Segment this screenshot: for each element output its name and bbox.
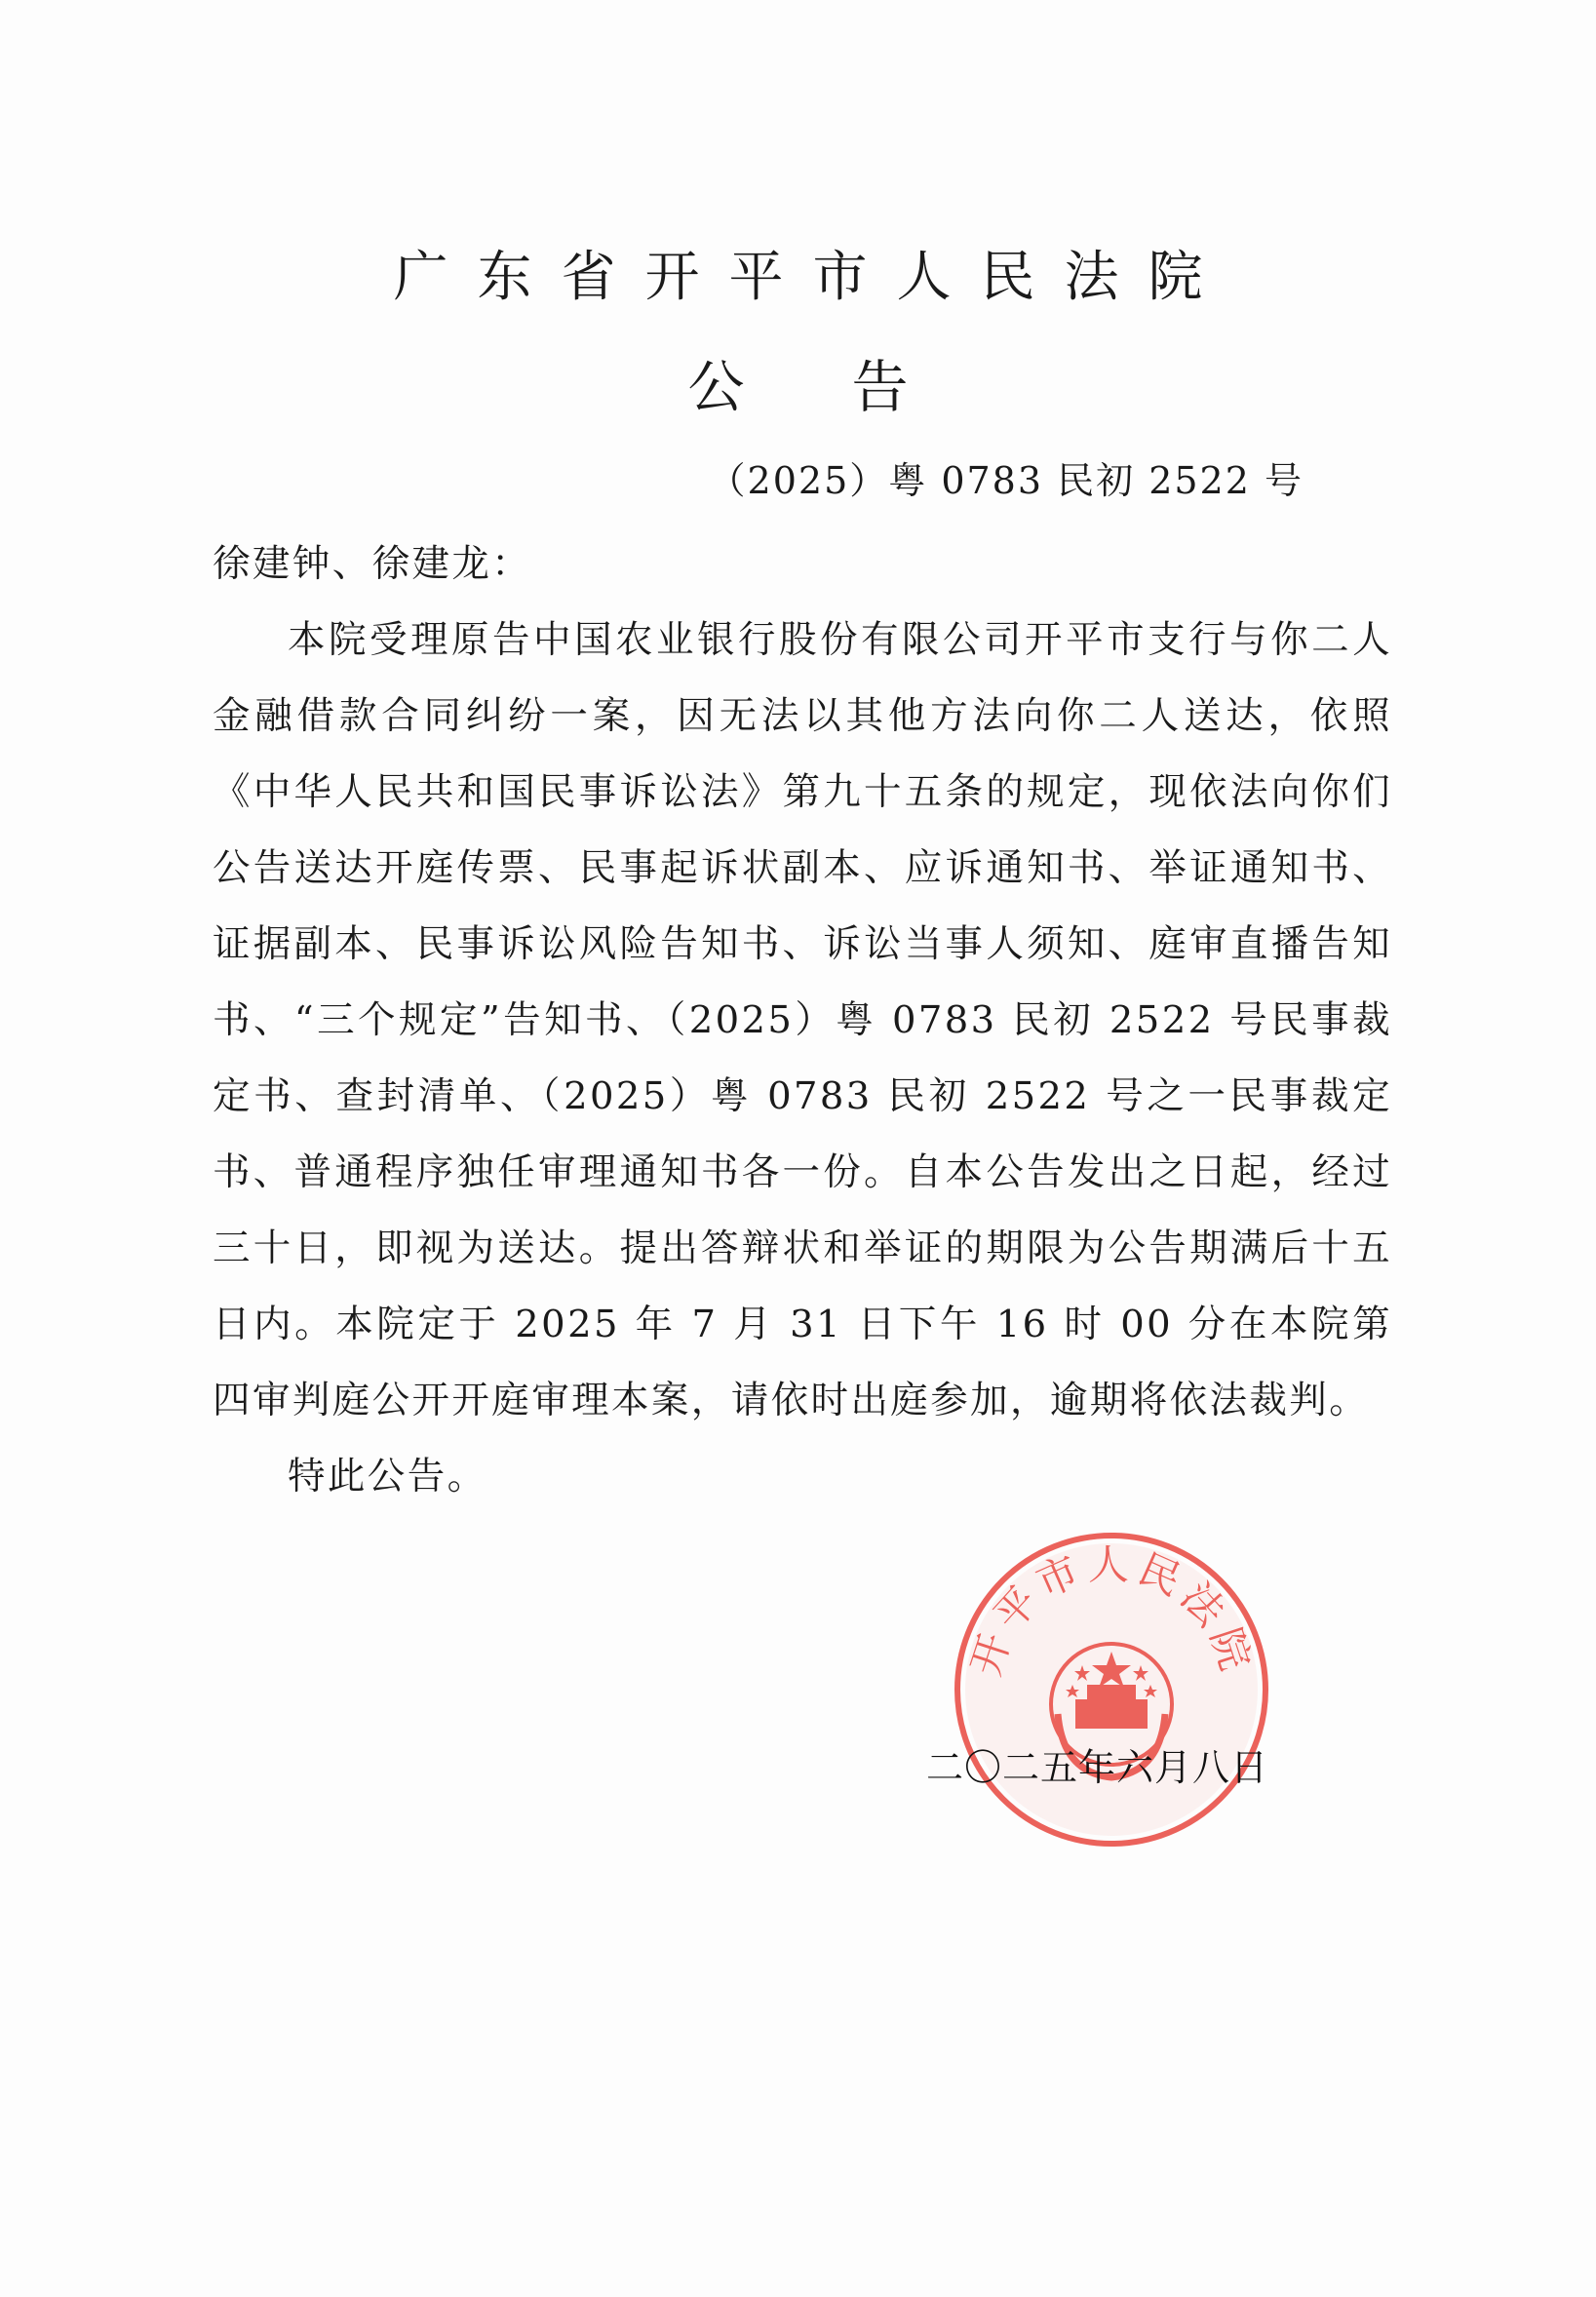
court-seal-icon [951,1529,1272,1850]
case-number: （2025）粤 0783 民初 2522 号 [708,459,1304,502]
closing-line: 特此公告。 [288,1455,487,1499]
svg-text:开平市人民法院: 开平市人民法院 [961,1540,1262,1682]
body-paragraph: 本院受理原告中国农业银行股份有限公司开平市支行与你二人金融借款合同纠纷一案，因无法以其他方法向你二人送达，依照《中华人民共和国民事诉讼法》第九十五条的规定，现依法向你们公告送达开庭传票、民事起诉状副本、应诉通知书、举证通知书、证据副本、民事诉讼风险告知书、诉讼当事人须知、庭审直播告知书、“三个规定”告知书、（2025）粤 0783 民初 2522 号民事裁定书、查封清单、（2025）粤 0783 民初 2522 号之一民事裁定书、普通程序独任审理通知书各一份。自本公告发出之日起，经过三十日，即视为送达。提出答辩状和举证的期限为公告期满后十五日内。本院定于 2025 年 7 月 31 日下午 16 时 00 分在本院第四审判庭公开开庭审理本案，请依时出庭参加，逾期将依法裁判。 [213,618,1392,1422]
notice-body [213,526,1392,1515]
addressee-line: 徐建钟、徐建龙： [213,542,532,586]
notice-title: 公告 [687,354,1016,420]
issue-date: 二〇二五年六月八日 [926,1746,1269,1789]
court-name-heading: 广东省开平市人民法院 [393,246,1232,309]
